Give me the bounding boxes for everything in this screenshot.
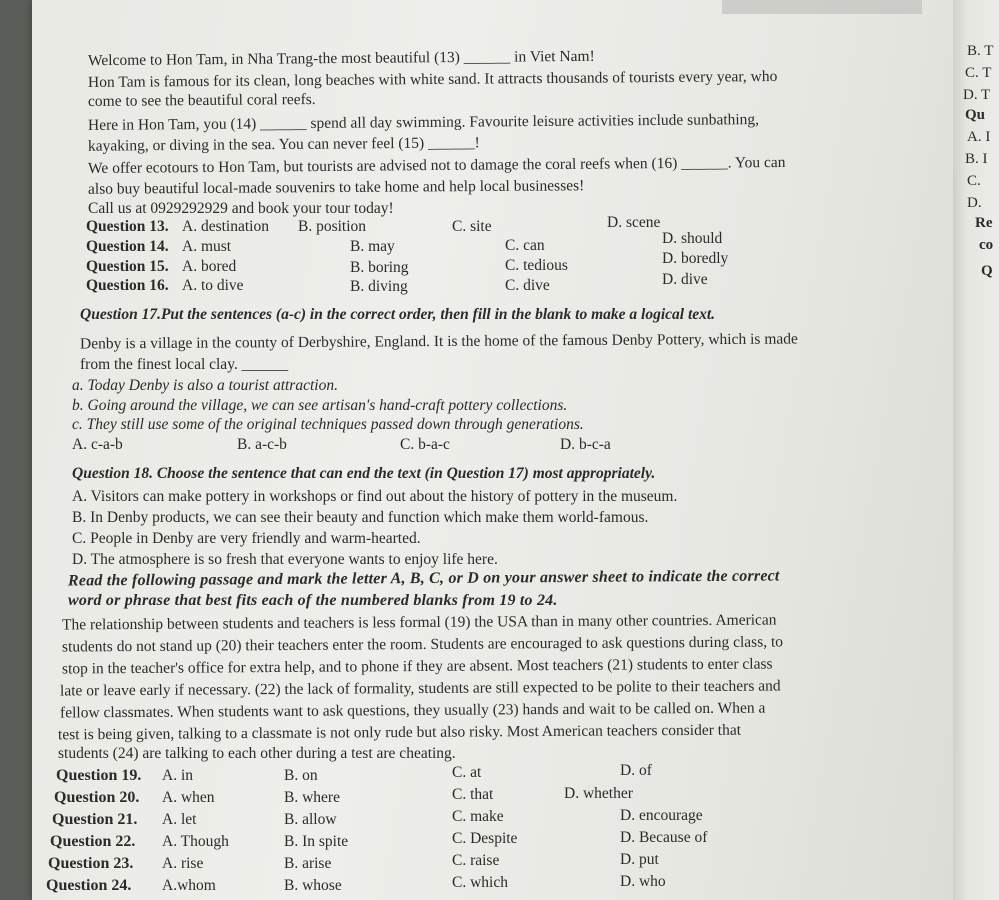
option-b[interactable]: B. diving: [350, 278, 408, 295]
option-a[interactable]: A. rise: [162, 855, 204, 872]
option-a[interactable]: A. Though: [162, 833, 229, 850]
passage1-line: Call us at 0929292929 and book your tour today!: [88, 200, 394, 217]
option-a[interactable]: A. to dive: [182, 277, 244, 294]
option-c[interactable]: C. at: [452, 764, 482, 781]
question-label: Question 15.: [86, 258, 169, 275]
q18-option-c[interactable]: C. People in Denby are very friendly and warm-hearted.: [72, 530, 421, 547]
option-d[interactable]: D. of: [620, 762, 652, 779]
option-c[interactable]: C. tedious: [505, 257, 568, 274]
option-b[interactable]: B. boring: [350, 259, 409, 276]
option-d[interactable]: D. b-c-a: [560, 436, 611, 453]
option-d[interactable]: D. put: [620, 851, 659, 868]
option-d[interactable]: D. should: [662, 230, 723, 247]
side-fragment: C. T: [965, 65, 992, 81]
passage2-line: The relationship between students and teachers is less formal (19) the USA than in many other countries. American: [61, 611, 777, 634]
side-fragment: Re: [975, 215, 993, 231]
q18-option-d[interactable]: D. The atmosphere is so fresh that everyone wants to enjoy life here.: [72, 551, 498, 568]
option-a[interactable]: A. destination: [182, 218, 269, 235]
passage1-line: come to see the beautiful coral reefs.: [87, 91, 316, 110]
option-c[interactable]: C. Despite: [452, 830, 518, 847]
passage1-line: Welcome to Hon Tam, in Nha Trang-the most beautiful (13) ______ in Viet Nam!: [87, 47, 595, 70]
passage1-line: Here in Hon Tam, you (14) ______ spend all day swimming. Favourite leisure activities include sunbathing,: [87, 111, 760, 134]
binder-clip-shadow: [722, 0, 922, 14]
side-fragment: Q: [981, 263, 993, 279]
instruction-line: Read the following passage and mark the letter A, B, C, or D on your answer sheet to indicate the correct: [67, 567, 780, 590]
option-a[interactable]: A. when: [162, 789, 215, 806]
question-label: Question 22.: [50, 833, 136, 850]
q17-heading: Question 17.Put the sentences (a-c) in the correct order, then fill in the blank to make a logical text.: [80, 306, 716, 323]
passage2-line: stop in the teacher's office for extra help, and to phone if they are absent. Most teachers (21) students to enter class: [61, 655, 773, 678]
option-d[interactable]: D. dive: [662, 271, 708, 288]
passage2-line: students do not stand up (20) their teachers enter the room. Students are encouraged to ask questions during class, to: [61, 633, 784, 656]
question-label: Question 21.: [52, 811, 138, 828]
q17-sentence-c: c. They still use some of the original techniques passed down through generations.: [72, 416, 584, 433]
question-label: Question 13.: [86, 218, 169, 235]
q17-sentence-a: a. Today Denby is also a tourist attraction.: [72, 377, 338, 394]
option-a[interactable]: A. c-a-b: [72, 436, 123, 453]
passage2-line: test is being given, talking to a classmate is not only rude but also risky. Most American teachers consider that: [57, 721, 742, 744]
option-d[interactable]: D. whether: [564, 785, 633, 802]
option-a[interactable]: A. must: [182, 238, 232, 255]
option-c[interactable]: C. b-a-c: [400, 436, 450, 453]
question-label: Question 24.: [46, 877, 132, 894]
option-b[interactable]: B. allow: [284, 811, 337, 828]
passage1-line: We offer ecotours to Hon Tam, but tourists are advised not to damage the coral reefs when (16) ______. You can: [87, 153, 786, 178]
option-c[interactable]: C. site: [452, 218, 492, 235]
option-c[interactable]: C. raise: [452, 852, 500, 869]
q17-text-line: Denby is a village in the county of Derbyshire, England. It is the home of the famous Denby Pottery, which is made: [79, 330, 798, 353]
side-fragment: Qu: [965, 107, 986, 123]
question-label: Question 20.: [54, 789, 140, 806]
option-a[interactable]: A. in: [162, 767, 193, 784]
question-label: Question 16.: [86, 277, 169, 294]
passage1-line: also buy beautiful local-made souvenirs to take home and help local businesses!: [87, 177, 585, 198]
option-b[interactable]: B. a-c-b: [237, 436, 287, 453]
q18-option-a[interactable]: A. Visitors can make pottery in workshops or find out about the history of pottery in the museum.: [72, 488, 678, 505]
passage1-line: Hon Tam is famous for its clean, long beaches with white sand. It attracts thousands of tourists every year, who: [87, 67, 778, 92]
adjacent-page-strip: [953, 0, 999, 900]
option-b[interactable]: B. whose: [284, 877, 342, 894]
option-b[interactable]: B. may: [350, 238, 395, 255]
option-a[interactable]: A. bored: [182, 258, 237, 275]
option-d[interactable]: D. who: [620, 873, 666, 890]
q18-heading: Question 18. Choose the sentence that can end the text (in Question 17) most appropriately.: [72, 465, 656, 482]
option-d[interactable]: D. encourage: [620, 807, 703, 824]
option-b[interactable]: B. position: [298, 218, 367, 235]
side-fragment: C.: [967, 173, 981, 189]
q17-text-line: from the finest local clay. ______: [80, 356, 289, 373]
q17-sentence-b: b. Going around the village, we can see artisan's hand-craft pottery collections.: [72, 397, 568, 414]
option-a[interactable]: A. let: [162, 811, 197, 828]
option-a[interactable]: A.whom: [162, 877, 216, 894]
option-c[interactable]: C. make: [452, 808, 504, 825]
option-b[interactable]: B. In spite: [284, 833, 349, 850]
passage2-line: students (24) are talking to each other during a test are cheating.: [58, 745, 456, 762]
option-b[interactable]: B. on: [284, 767, 318, 784]
option-c[interactable]: C. that: [452, 786, 494, 803]
option-d[interactable]: D. boredly: [662, 250, 729, 267]
passage2-line: late or leave early if necessary. (22) the lack of formality, students are still expected to be polite to their teachers and: [59, 677, 781, 700]
option-c[interactable]: C. dive: [505, 277, 550, 294]
side-fragment: D.: [967, 195, 982, 211]
passage1-line: kayaking, or diving in the sea. You can never feel (15) ______!: [87, 134, 480, 155]
side-fragment: D. T: [963, 87, 991, 103]
question-label: Question 23.: [48, 855, 134, 872]
option-d[interactable]: D. Because of: [620, 829, 708, 846]
side-fragment: A. I: [967, 129, 991, 145]
side-fragment: co: [979, 237, 994, 253]
passage2-line: fellow classmates. When students want to ask questions, they usually (23) hands and wait to be called on. When a: [59, 699, 766, 722]
option-c[interactable]: C. which: [452, 874, 508, 891]
question-label: Question 14.: [86, 238, 169, 255]
worksheet-page: [32, 0, 957, 900]
option-b[interactable]: B. arise: [284, 855, 332, 872]
option-d[interactable]: D. scene: [607, 214, 661, 231]
option-b[interactable]: B. where: [284, 789, 340, 806]
side-fragment: B. T: [967, 43, 994, 59]
side-fragment: B. I: [965, 151, 988, 167]
question-label: Question 19.: [56, 767, 142, 784]
option-c[interactable]: C. can: [505, 237, 545, 254]
q18-option-b[interactable]: B. In Denby products, we can see their beauty and function which make them world-famous.: [72, 509, 649, 526]
instruction-line: word or phrase that best fits each of the numbered blanks from 19 to 24.: [68, 592, 558, 609]
